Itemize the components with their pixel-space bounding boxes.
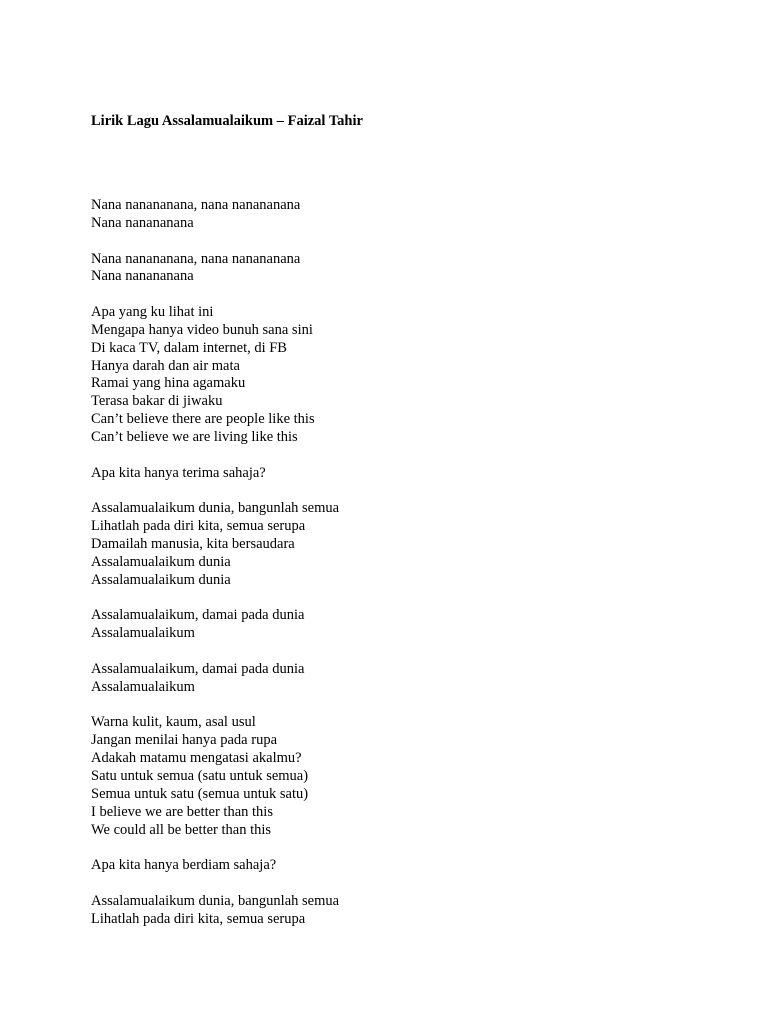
- lyrics-stanza: [91, 661, 711, 697]
- lyrics-stanza: [91, 197, 711, 233]
- lyric-line: Lihatlah pada diri kita, semua serupa: [91, 910, 306, 927]
- lyrics-stanza: [91, 893, 711, 929]
- lyric-line: Assalamualaikum, damai pada dunia: [91, 607, 305, 624]
- lyric-line: Assalamualaikum: [91, 678, 195, 695]
- lyrics-stanza: [91, 500, 711, 589]
- lyrics-stanza: [91, 304, 711, 447]
- page-title: Lirik Lagu Assalamualaikum – Faizal Tahir: [91, 113, 363, 129]
- lyrics-stanza: [91, 857, 711, 875]
- lyric-line: Nana nanananana: [91, 214, 194, 231]
- lyric-line: Nana nanananana, nana nanananana: [91, 250, 301, 267]
- lyrics-stanza: [91, 465, 711, 483]
- lyric-line: Assalamualaikum dunia: [91, 571, 231, 588]
- lyric-line: Hanya darah dan air mata: [91, 357, 240, 374]
- lyric-line: Assalamualaikum dunia, bangunlah semua: [91, 892, 340, 909]
- lyric-line: Warna kulit, kaum, asal usul: [91, 714, 256, 731]
- lyric-line: We could all be better than this: [91, 821, 272, 838]
- lyric-line: Assalamualaikum dunia: [91, 553, 231, 570]
- lyric-line: Nana nanananana: [91, 268, 194, 285]
- lyric-line: Can’t believe we are living like this: [91, 428, 298, 445]
- lyric-line: Mengapa hanya video bunuh sana sini: [91, 321, 313, 338]
- lyric-line: Satu untuk semua (satu untuk semua): [91, 768, 309, 784]
- lyric-line: Apa kita hanya terima sahaja?: [91, 464, 266, 481]
- lyric-line: Damailah manusia, kita bersaudara: [91, 536, 295, 553]
- lyrics-stanza: [91, 607, 711, 643]
- lyrics-stanza: [91, 251, 711, 287]
- lyric-line: Lihatlah pada diri kita, semua serupa: [91, 518, 306, 535]
- lyrics-stanza: [91, 714, 711, 839]
- lyric-line: Apa yang ku lihat ini: [91, 304, 214, 321]
- lyric-line: Jangan menilai hanya pada rupa: [91, 732, 278, 749]
- lyric-line: Can’t believe there are people like this: [91, 411, 315, 428]
- lyric-line: Assalamualaikum: [91, 625, 195, 642]
- lyric-line: Di kaca TV, dalam internet, di FB: [91, 339, 287, 356]
- lyric-line: Assalamualaikum dunia, bangunlah semua: [91, 500, 340, 517]
- lyric-line: Assalamualaikum, damai pada dunia: [91, 660, 305, 677]
- lyric-line: Semua untuk satu (semua untuk satu): [91, 785, 309, 802]
- lyrics-body: [91, 197, 711, 946]
- lyric-line: Apa kita hanya berdiam sahaja?: [91, 857, 277, 874]
- lyric-line: Terasa bakar di jiwaku: [91, 393, 223, 410]
- lyric-line: I believe we are better than this: [91, 803, 273, 820]
- lyric-line: Adakah matamu mengatasi akalmu?: [91, 750, 302, 767]
- lyric-line: Ramai yang hina agamaku: [91, 375, 246, 392]
- lyric-line: Nana nanananana, nana nanananana: [91, 197, 301, 213]
